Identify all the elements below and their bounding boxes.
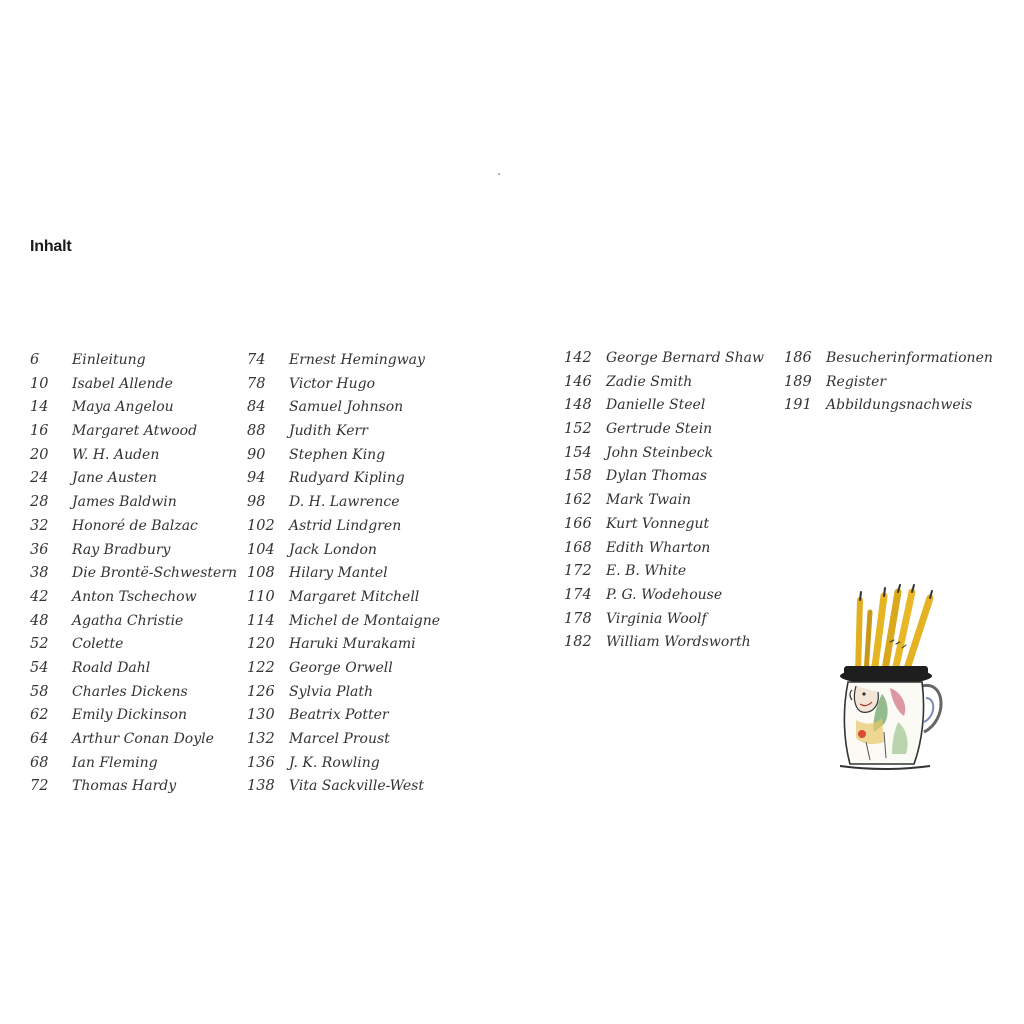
toc-entry-title: Isabel Allende bbox=[72, 375, 173, 392]
toc-page-number: 6 bbox=[30, 352, 40, 368]
toc-page-number: 130 bbox=[247, 707, 275, 724]
toc-page-number: 114 bbox=[247, 612, 275, 629]
toc-entry-title: Dylan Thomas bbox=[606, 468, 708, 485]
toc-page-number: 42 bbox=[30, 588, 49, 605]
toc-page-number: 62 bbox=[30, 707, 49, 724]
toc-entry-title: Kurt Vonnegut bbox=[606, 515, 710, 532]
toc-entry-title: Die Brontë-Schwestern bbox=[72, 565, 238, 582]
toc-entry-title: Sylvia Plath bbox=[289, 683, 374, 700]
toc-page-number: 88 bbox=[247, 423, 266, 440]
toc-entry-title: D. H. Lawrence bbox=[289, 494, 400, 511]
toc-entry-title: Virginia Woolf bbox=[606, 610, 707, 627]
toc-entry-title: Emily Dickinson bbox=[72, 707, 187, 724]
toc-entry-title: Thomas Hardy bbox=[72, 778, 177, 795]
toc-entry-title: Samuel Johnson bbox=[289, 399, 404, 416]
toc-page-number: 20 bbox=[30, 446, 49, 463]
toc-entry-title: Gertrude Stein bbox=[606, 421, 713, 438]
toc-page-number: 58 bbox=[30, 683, 49, 700]
toc-page-number: 126 bbox=[247, 683, 275, 700]
toc-page-number: 38 bbox=[30, 565, 49, 582]
toc-entry-title: J. K. Rowling bbox=[289, 754, 380, 771]
toc-page-number: 148 bbox=[564, 397, 592, 414]
toc-entry-title: Edith Wharton bbox=[606, 539, 711, 556]
toc-page-number: 154 bbox=[564, 444, 592, 461]
toc-page-number: 142 bbox=[564, 350, 592, 366]
toc-entry-title: Ernest Hemingway bbox=[289, 352, 425, 368]
toc-page-number: 14 bbox=[30, 399, 49, 416]
toc-page-number: 54 bbox=[30, 659, 49, 676]
toc-entry-title: James Baldwin bbox=[72, 494, 177, 511]
toc-entry-title: Mark Twain bbox=[606, 492, 691, 509]
toc-entry-title: P. G. Wodehouse bbox=[606, 586, 723, 603]
toc-page-number: 32 bbox=[30, 517, 49, 534]
toc-entry-title: Arthur Conan Doyle bbox=[72, 731, 214, 747]
toc-entry-title: Jack London bbox=[289, 541, 377, 558]
toc-entry-title: Roald Dahl bbox=[72, 659, 151, 676]
toc-entry-title: Victor Hugo bbox=[289, 375, 375, 392]
toc-page-number: 104 bbox=[247, 541, 275, 558]
toc-entry-title: Beatrix Potter bbox=[289, 707, 389, 724]
toc-entry-title: George Bernard Shaw bbox=[606, 350, 764, 366]
toc-entry-title: Rudyard Kipling bbox=[289, 470, 405, 487]
toc-page-number: 16 bbox=[30, 423, 49, 440]
toc-entry-title: William Wordsworth bbox=[606, 634, 751, 651]
toc-entry-title: Astrid Lindgren bbox=[289, 517, 402, 534]
toc-entry-title: Jane Austen bbox=[72, 470, 157, 487]
toc-entry-title: Judith Kerr bbox=[289, 423, 368, 440]
toc-page-number: 68 bbox=[30, 754, 49, 771]
toc-page-number: 90 bbox=[247, 446, 266, 463]
toc-entry-title: Colette bbox=[72, 636, 124, 653]
toc-page-number: 132 bbox=[247, 731, 275, 747]
toc-entry-title: Margaret Atwood bbox=[72, 423, 198, 440]
toc-page-number: 64 bbox=[30, 731, 49, 747]
toc-entry-title: Anton Tschechow bbox=[72, 588, 197, 605]
toc-entry-title: Haruki Murakami bbox=[289, 636, 416, 653]
toc-page-number: 10 bbox=[30, 375, 49, 392]
toc-entry-title: Marcel Proust bbox=[289, 731, 390, 747]
toc-page-number: 48 bbox=[30, 612, 49, 629]
toc-entry-title: Michel de Montaigne bbox=[289, 612, 441, 629]
toc-entry-title: Vita Sackville-West bbox=[289, 778, 424, 795]
toc-page-number: 102 bbox=[247, 517, 275, 534]
toc-page-number: 110 bbox=[247, 588, 275, 605]
page-title: Inhalt bbox=[30, 238, 72, 255]
toc-entry-title: Zadie Smith bbox=[606, 373, 693, 390]
toc-page-number: 78 bbox=[247, 375, 266, 392]
toc-page-number: 172 bbox=[564, 563, 592, 580]
toc-page-number: 94 bbox=[247, 470, 266, 487]
toc-page-number: 158 bbox=[564, 468, 592, 485]
toc-entry-title: E. B. White bbox=[606, 563, 687, 580]
toc-page-number: 36 bbox=[30, 541, 49, 558]
toc-entry-title: W. H. Auden bbox=[72, 446, 160, 463]
toc-entry-title: Ray Bradbury bbox=[72, 541, 171, 558]
toc-page-number: 84 bbox=[247, 399, 266, 416]
toc-page-number: 52 bbox=[30, 636, 49, 653]
toc-page-number: 168 bbox=[564, 539, 592, 556]
toc-page-number: 108 bbox=[247, 565, 275, 582]
toc-entry-title: Ian Fleming bbox=[72, 754, 158, 771]
toc-entry-title: John Steinbeck bbox=[606, 444, 714, 461]
toc-entry-title: Besucherinformationen bbox=[826, 350, 993, 366]
pencil-jug-illustration bbox=[826, 582, 960, 792]
toc-entry-title: Stephen King bbox=[289, 446, 386, 463]
toc-page-number: 191 bbox=[784, 397, 812, 414]
toc-page-number: 146 bbox=[564, 373, 592, 390]
toc-entry-title: Abbildungsnachweis bbox=[826, 397, 973, 414]
toc-page-number: 166 bbox=[564, 515, 592, 532]
toc-page-number: 138 bbox=[247, 778, 275, 795]
toc-page-number: 28 bbox=[30, 494, 49, 511]
toc-page-number: 189 bbox=[784, 373, 812, 390]
toc-page-number: 136 bbox=[247, 754, 275, 771]
toc-entry-title: Maya Angelou bbox=[72, 399, 174, 416]
decorative-dot bbox=[498, 173, 500, 175]
toc-entry-title: Margaret Mitchell bbox=[289, 588, 420, 605]
toc-entry-title: Danielle Steel bbox=[606, 397, 706, 414]
toc-entry-title: George Orwell bbox=[289, 659, 393, 676]
toc-page-number: 24 bbox=[30, 470, 49, 487]
toc-page-number: 178 bbox=[564, 610, 592, 627]
toc-page-number: 162 bbox=[564, 492, 592, 509]
toc-page-number: 152 bbox=[564, 421, 592, 438]
toc-page-number: 72 bbox=[30, 778, 49, 795]
toc-page-number: 98 bbox=[247, 494, 266, 511]
toc-page-number: 120 bbox=[247, 636, 275, 653]
toc-entry-title: Hilary Mantel bbox=[289, 565, 388, 582]
toc-page-number: 74 bbox=[247, 352, 266, 368]
toc-entry-title: Charles Dickens bbox=[72, 683, 188, 700]
toc-entry-title: Einleitung bbox=[72, 352, 146, 368]
toc-page-number: 122 bbox=[247, 659, 275, 676]
toc-entry-title: Register bbox=[826, 373, 887, 390]
toc-entry-title: Honoré de Balzac bbox=[72, 517, 198, 534]
toc-page-number: 174 bbox=[564, 586, 592, 603]
toc-entry-title: Agatha Christie bbox=[72, 612, 184, 629]
toc-page-number: 186 bbox=[784, 350, 812, 366]
toc-page-number: 182 bbox=[564, 634, 592, 651]
